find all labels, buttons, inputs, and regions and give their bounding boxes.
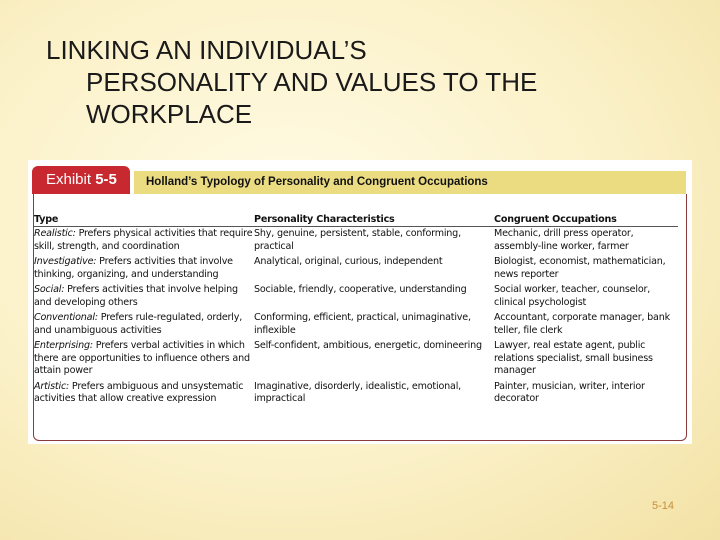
table-row (34, 227, 678, 256)
table-row (34, 311, 678, 339)
traits-cell: Imaginative, disorderly, idealistic, emotional, impractical (254, 380, 462, 404)
table-row (34, 339, 678, 380)
occupations-cell: Mechanic, drill press operator, assembly-line worker, farmer (494, 228, 634, 252)
type-cell: Investigative: Prefers activities that involve thinking, organizing, and understanding (34, 256, 233, 280)
traits-cell: Conforming, efficient, practical, unimaginative, inflexible (254, 312, 471, 336)
occupations-cell: Lawyer, real estate agent, public relations specialist, small business manager (494, 340, 653, 376)
type-cell: Artistic: Prefers ambiguous and unsystematic activities that allow creative expression (34, 380, 244, 404)
traits-cell: Analytical, original, curious, independent (254, 256, 443, 267)
exhibit-tab: Exhibit 5-5 (32, 166, 130, 194)
traits-cell: Self-confident, ambitious, energetic, domineering (254, 340, 482, 351)
occupations-cell: Biologist, economist, mathematician, news reporter (494, 256, 666, 280)
slide-title: LINKING AN INDIVIDUAL’S PERSONALITY AND VALUES TO THE WORKPLACE (46, 35, 538, 129)
typology-table (34, 212, 678, 408)
page-number: 5-14 (652, 500, 675, 512)
table-row (34, 283, 678, 311)
type-cell: Conventional: Prefers rule-regulated, orderly, and unambiguous activities (34, 312, 243, 336)
type-cell: Enterprising: Prefers verbal activities in which there are opportunities to influence others and attain power (34, 340, 250, 376)
occupations-cell: Painter, musician, writer, interior decorator (494, 380, 645, 404)
header-type: Type (34, 212, 254, 227)
type-cell: Realistic: Prefers physical activities that require skill, strength, and coordination (34, 228, 253, 252)
occupations-cell: Social worker, teacher, counselor, clinical psychologist (494, 284, 651, 308)
header-occupations: Congruent Occupations (494, 212, 678, 227)
exhibit-figure (28, 160, 692, 444)
type-cell: Social: Prefers activities that involve helping and developing others (34, 284, 238, 308)
exhibit-title: Holland’s Typology of Personality and Congruent Occupations (134, 171, 686, 194)
header-characteristics: Personality Characteristics (254, 212, 494, 227)
traits-cell: Sociable, friendly, cooperative, understanding (254, 284, 467, 295)
traits-cell: Shy, genuine, persistent, stable, conforming, practical (254, 228, 461, 252)
table-row (34, 380, 678, 408)
occupations-cell: Accountant, corporate manager, bank teller, file clerk (494, 312, 670, 336)
table-row (34, 255, 678, 283)
